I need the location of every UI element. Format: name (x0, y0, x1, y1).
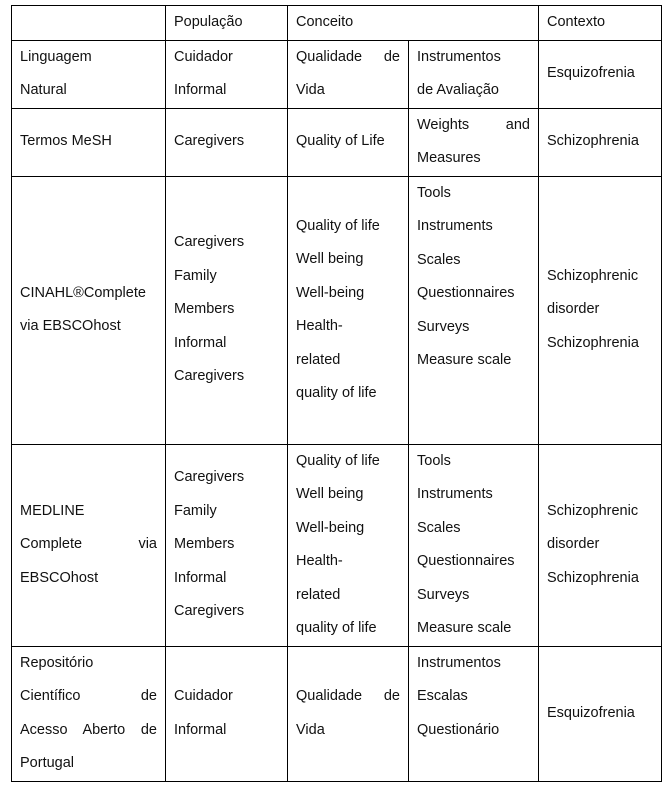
contexto-cell (539, 108, 662, 176)
cell-line: MEDLINE (20, 502, 85, 519)
source-cell (12, 108, 166, 176)
cell-line: Measure scale (417, 620, 512, 636)
cell-line: Health- (296, 553, 343, 569)
cell-line: Well-being (296, 519, 365, 536)
cell-line: via EBSCOhost (20, 318, 121, 334)
source-cell (12, 40, 166, 108)
conceito-cell (288, 108, 409, 176)
cell-line: Informal (174, 569, 227, 586)
conceito-cell (288, 444, 409, 646)
cell-line: Surveys (417, 318, 470, 335)
cell-line: Well being (296, 251, 364, 267)
conceito-instruments-cell (409, 40, 539, 108)
header-populacao: População (166, 6, 288, 41)
cell-line: Qualidade de (296, 48, 400, 65)
cell-line: Informal (174, 721, 227, 738)
populacao-cell (166, 646, 288, 781)
conceito-cell (288, 40, 409, 108)
cell-line: Escalas (417, 688, 468, 704)
cell-line: Termos MeSH (20, 133, 112, 150)
table-row (12, 444, 662, 646)
cell-line: Schizophrenic (547, 267, 639, 284)
cell-line: Tools (417, 184, 451, 201)
table-row (12, 176, 662, 444)
cell-line: Scales (417, 251, 461, 268)
populacao-cell (166, 108, 288, 176)
table-row (12, 40, 662, 108)
contexto-cell (539, 40, 662, 108)
cell-line: Científico de (20, 688, 157, 704)
cell-line: Measure scale (417, 352, 512, 368)
contexto-cell (539, 176, 662, 444)
cell-line: related (296, 351, 341, 368)
cell-line: Quality of life (296, 217, 380, 234)
populacao-cell (166, 176, 288, 444)
header-empty-cell (12, 6, 166, 41)
cell-line: Vida (296, 721, 325, 738)
cell-line: Schizophrenia (547, 334, 639, 351)
cell-line: Vida (296, 82, 325, 98)
cell-line: Schizophrenia (547, 569, 639, 586)
cell-line: Instruments (417, 486, 493, 502)
cell-line: Caregivers (174, 469, 245, 486)
cell-line: Questionnaires (417, 553, 515, 569)
conceito-instruments-cell (409, 176, 539, 444)
cell-line: Family (174, 267, 217, 284)
cell-line: Complete via (20, 536, 157, 553)
cell-line: Portugal (20, 755, 75, 771)
conceito-instruments-cell (409, 646, 539, 781)
cell-line: CINAHL®Complete (20, 284, 146, 301)
cell-line: Esquizofrenia (547, 704, 635, 721)
contexto-cell (539, 444, 662, 646)
cell-line: Well being (296, 486, 364, 502)
cell-line: Family (174, 502, 217, 519)
cell-line: Instruments (417, 218, 493, 234)
conceito-instruments-cell (409, 108, 539, 176)
header-contexto: Contexto (539, 6, 662, 41)
cell-line: quality of life (296, 620, 377, 636)
cell-line: Esquizofrenia (547, 65, 635, 82)
header-row (12, 6, 662, 41)
cell-line: Surveys (417, 586, 470, 603)
cell-line: related (296, 586, 341, 603)
cell-line: Schizophrenia (547, 133, 639, 150)
cell-line: Members (174, 301, 235, 318)
cell-line: disorder (547, 536, 600, 553)
table-row (12, 646, 662, 781)
cell-line: Scales (417, 519, 461, 536)
cell-line: Acesso Aberto de (20, 721, 157, 738)
cell-line: Quality of Life (296, 133, 385, 150)
cell-line: Repositório (20, 654, 94, 671)
conceito-instruments-cell (409, 444, 539, 646)
cell-line: Caregivers (174, 133, 245, 150)
cell-line: EBSCOhost (20, 569, 99, 586)
cell-line: Measures (417, 150, 481, 166)
cell-line: Caregivers (174, 234, 245, 251)
cell-line: Questionnaires (417, 285, 515, 301)
source-cell (12, 176, 166, 444)
contexto-cell (539, 646, 662, 781)
cell-line: Quality of life (296, 452, 380, 469)
cell-line: de Avaliação (417, 82, 499, 98)
cell-line: Cuidador (174, 688, 233, 704)
cell-line: Well-being (296, 284, 365, 301)
cell-line: Weights and (417, 116, 530, 133)
cell-line: Caregivers (174, 368, 245, 385)
cell-line: Informal (174, 334, 227, 351)
cell-line: Cuidador (174, 48, 233, 65)
populacao-cell (166, 444, 288, 646)
cell-line: Health- (296, 318, 343, 334)
cell-line: Instrumentos (417, 48, 501, 65)
cell-line: Questionário (417, 721, 500, 738)
cell-line: disorder (547, 301, 600, 318)
cell-line: Members (174, 536, 235, 553)
search-terms-table (11, 5, 662, 782)
cell-line: Informal (174, 82, 227, 98)
cell-line: Linguagem (20, 48, 92, 65)
populacao-cell (166, 40, 288, 108)
cell-line: Natural (20, 82, 67, 98)
cell-line: quality of life (296, 385, 377, 401)
cell-line: Tools (417, 452, 451, 469)
conceito-cell (288, 646, 409, 781)
cell-line: Caregivers (174, 603, 245, 620)
cell-line: Schizophrenic (547, 502, 639, 519)
cell-line: Qualidade de (296, 688, 400, 704)
cell-line: Instrumentos (417, 654, 501, 671)
header-conceito: Conceito (288, 6, 539, 41)
conceito-cell (288, 176, 409, 444)
source-cell (12, 646, 166, 781)
table-row (12, 108, 662, 176)
source-cell (12, 444, 166, 646)
